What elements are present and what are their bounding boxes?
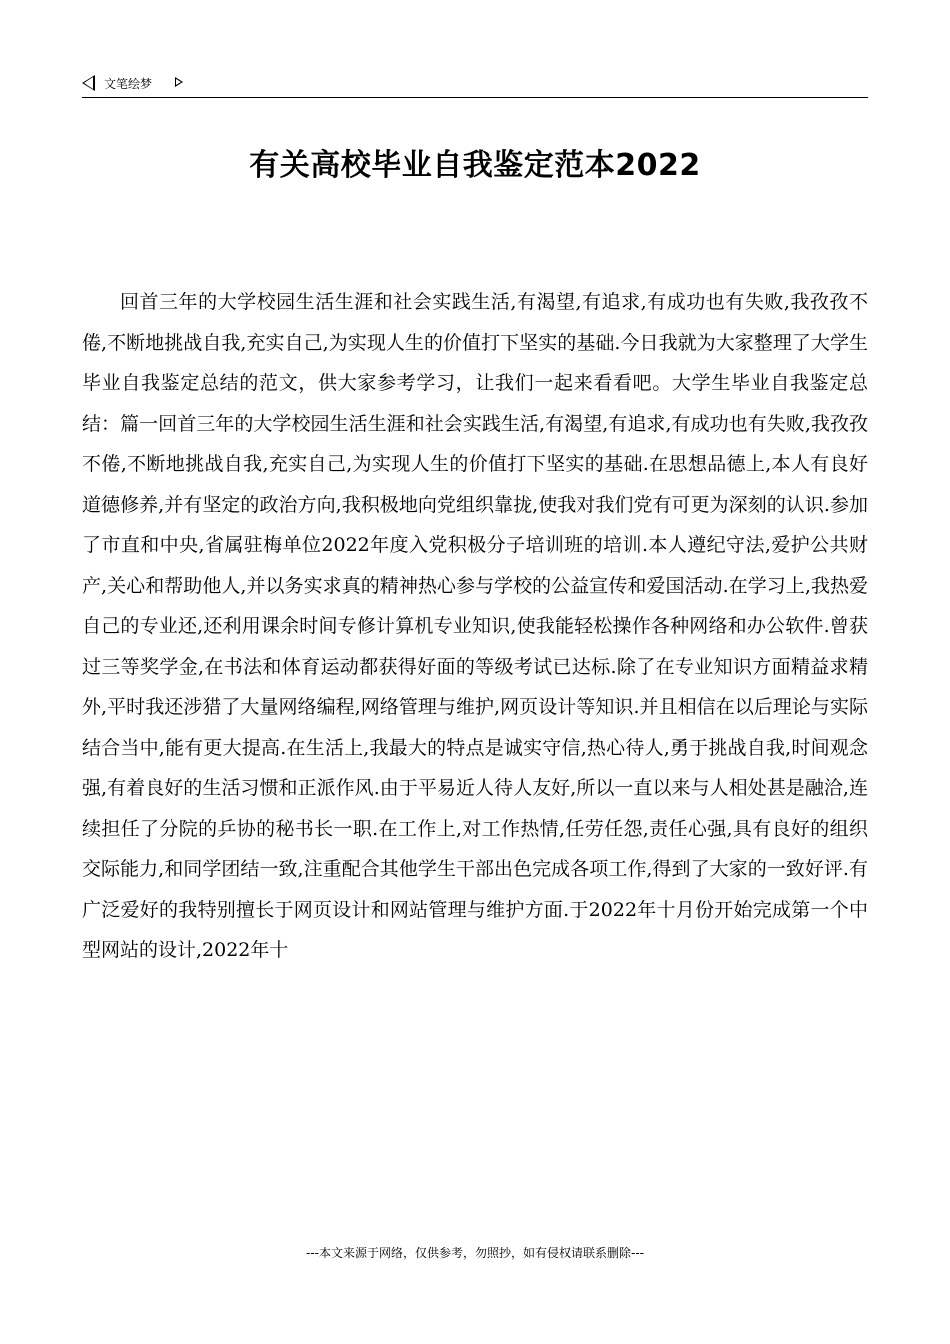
header-brand: 文笔绘梦 <box>104 77 153 91</box>
document-title: 有关高校毕业自我鉴定范本2022 <box>249 148 701 183</box>
triangle-left-icon <box>82 75 95 91</box>
footer-notice: ---本文来源于网络，仅供参考，勿照抄，如有侵权请联系删除--- <box>306 1246 644 1260</box>
document-body: 回首三年的大学校园生活生涯和社会实践生活,有渴望,有追求,有成功也有失败,我孜孜不倦,不断地挑战自我,充实自己,为实现人生的价值打下坚实的基础.今日我就为大家整理了大学生毕业自我鉴定总结的范文，供大家参考学习，让我们一起来看看吧。大学生毕业自我鉴定总结：篇一回首三年的大学校园生活生涯和社会实践生活,有渴望,有追求,有成功也有失败,我孜孜不倦,不断地挑战自我,充实自己,为实现人生的价值打下坚实的基础.在思想品德上,本人有良好道德修养,并有坚定的政治方向,我积极地向党组织靠拢,使我对我们党有可更为深刻的认识.参加了市直和中央,省属驻梅单位2022年度入党积极分子培训班的培训.本人遵纪守法,爱护公共财产,关心和帮助他人,并以务实求真的精神热心参与学校的公益宣传和爱国活动.在学习上,我热爱自己的专业还,还利用课余时间专修计算机专业知识,使我能轻松操作各种网络和办公软件.曾获过三等奖学金,在书法和体育运动都获得好面的等级考试已达标.除了在专业知识方面精益求精外,平时我还涉猎了大量网络编程,网络管理与维护,网页设计等知识.并且相信在以后理论与实际结合当中,能有更大提高.在生活上,我最大的特点是诚实守信,热心待人,勇于挑战自我,时间观念强,有着良好的生活习惯和正派作风.由于平易近人待人友好,所以一直以来与人相处甚是融洽,连续担任了分院的乒协的秘书长一职.在工作上,对工作热情,任劳任怨,责任心强,具有良好的组织交际能力,和同学团结一致,注重配合其他学生干部出色完成各项工作,得到了大家的一致好评.有广泛爱好的我特别擅长于网页设计和网站管理与维护方面.于2022年十月份开始完成第一个中型网站的设计,2022年十 <box>82 291 868 961</box>
triangle-right-icon <box>175 77 183 87</box>
page-header <box>82 73 868 98</box>
